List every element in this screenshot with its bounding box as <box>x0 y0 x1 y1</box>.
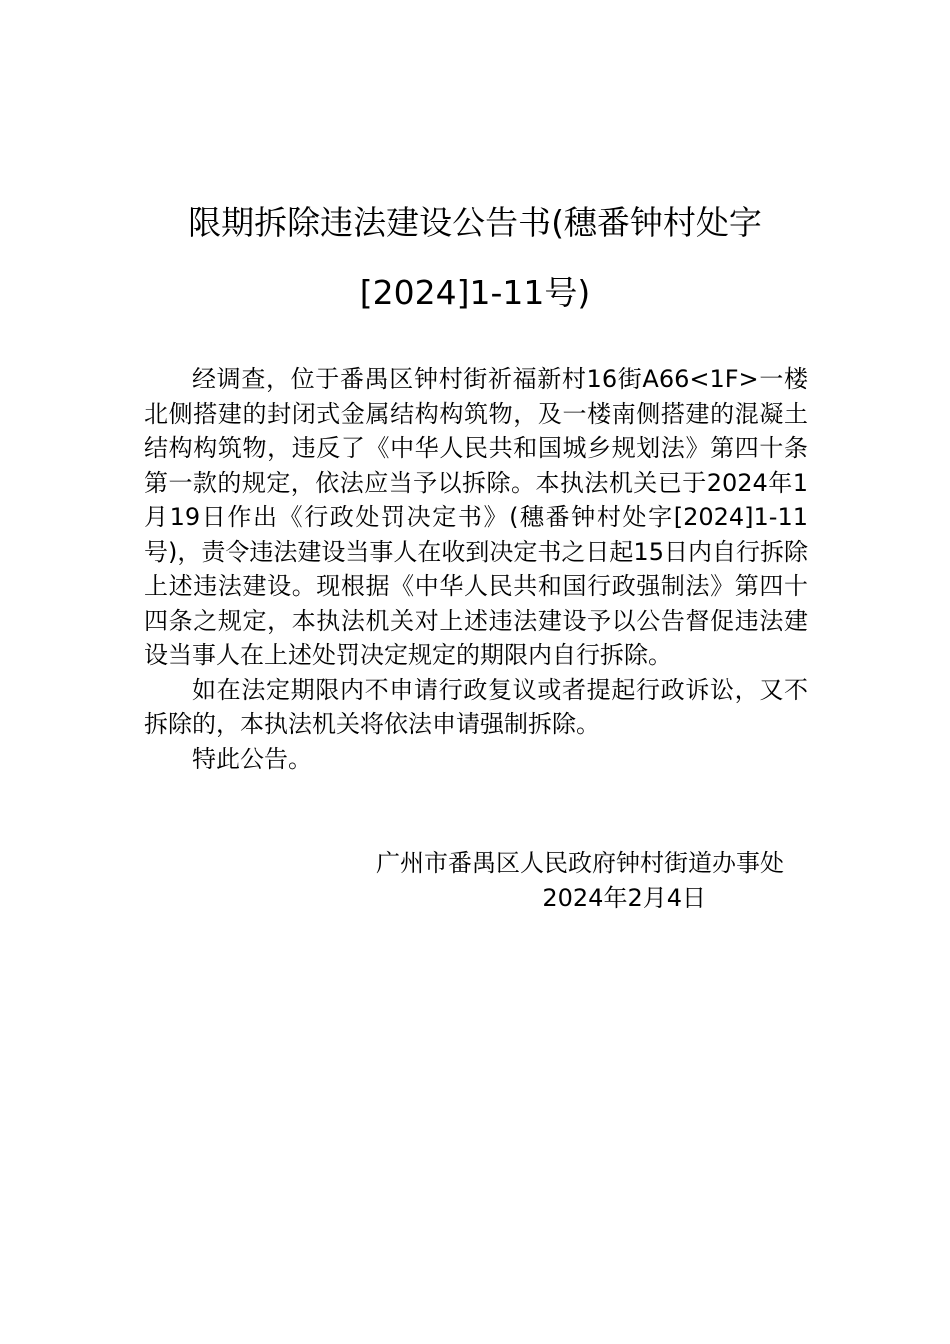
notice-paragraph-warning: 如在法定期限内不申请行政复议或者提起行政诉讼，又不拆除的，本执法机关将依法申请强制拆除。 <box>144 675 808 738</box>
notice-body <box>144 362 808 776</box>
notice-paragraph-main: 经调查，位于番禺区钟村街祈福新村16街A66<1F>一楼北侧搭建的封闭式金属结构构筑物，及一楼南侧搭建的混凝土结构构筑物，违反了《中华人民共和国城乡规划法》第四十条第一款的规定，依法应当予以拆除。本执法机关已于2024年1月19日作出《行政处罚决定书》(穗番钟村处字[2024]1-11号)，责令违法建设当事人在收到决定书之日起15日内自行拆除上述违法建设。现根据《中华人民共和国行政强制法》第四十四条之规定，本执法机关对上述违法建设予以公告督促违法建设当事人在上述处罚决定规定的期限内自行拆除。 <box>144 365 808 669</box>
notice-paragraph-closing: 特此公告。 <box>192 744 312 773</box>
signature-date: 2024年2月4日 <box>542 884 706 912</box>
notice-title-line-1: 限期拆除违法建设公告书(穗番钟村处字 <box>188 203 762 242</box>
notice-title-line-2: [2024]1-11号) <box>359 273 591 312</box>
signature-organization: 广州市番禺区人民政府钟村街道办事处 <box>376 849 784 877</box>
